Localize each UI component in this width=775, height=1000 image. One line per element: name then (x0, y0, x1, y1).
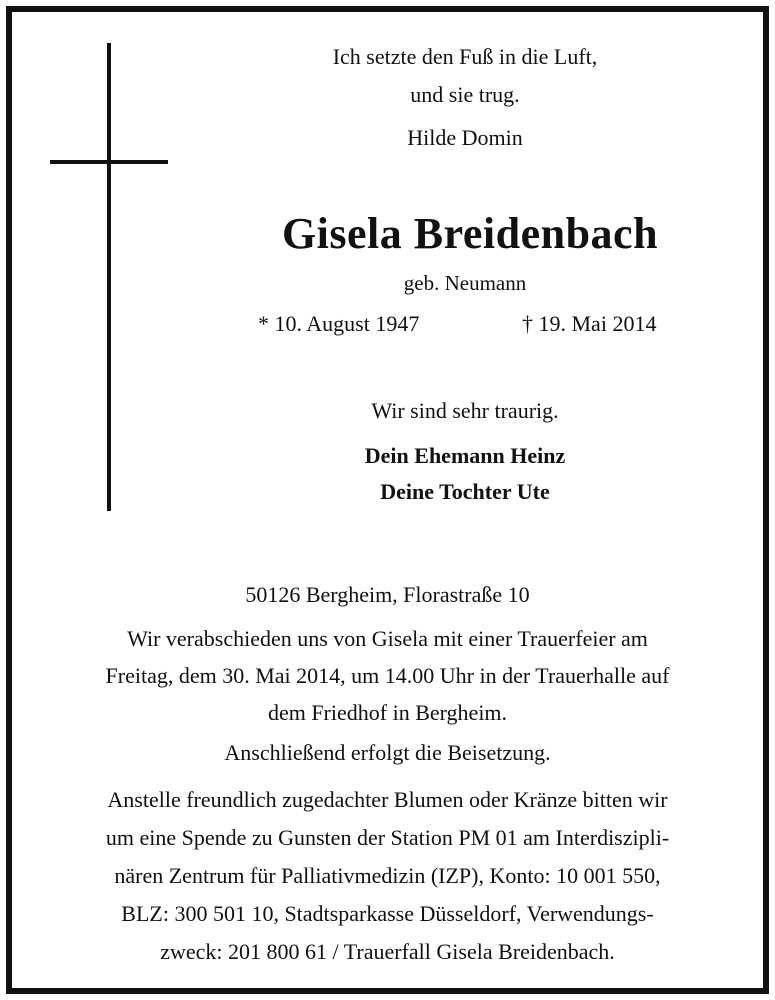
ceremony-line: dem Friedhof in Bergheim. (267, 700, 508, 725)
death-date: † 19. Mai 2014 (522, 311, 657, 336)
maiden-name: geb. Neumann (403, 271, 527, 295)
ceremony-line: Freitag, dem 30. Mai 2014, um 14.00 Uhr in der Trauerhalle auf (105, 663, 670, 688)
cross-icon-bar (50, 160, 168, 164)
donation-line: Anstelle freundlich zugedachter Blumen oder Kränze bitten wir (107, 787, 668, 812)
donation-line: zweck: 201 800 61 / Trauerfall Gisela Breidenbach. (160, 939, 615, 964)
mourner-husband: Dein Ehemann Heinz (364, 443, 566, 468)
mourner-daughter: Deine Tochter Ute (380, 479, 550, 504)
poem-line-2: und sie trug. (410, 82, 520, 107)
ceremony-line: Wir verabschieden uns von Gisela mit einer Trauerfeier am (127, 626, 648, 651)
poem-author: Hilde Domin (407, 125, 523, 150)
cross-icon (107, 43, 111, 511)
address: 50126 Bergheim, Florastraße 10 (245, 582, 530, 607)
donation-text (20, 781, 755, 971)
ceremony-text (20, 620, 755, 731)
birth-date: * 10. August 1947 (258, 311, 420, 336)
poem-line-1: Ich setzte den Fuß in die Luft, (332, 44, 598, 69)
donation-line: nären Zentrum für Palliativmedizin (IZP), Konto: 10 001 550, (114, 863, 661, 888)
donation-line: um eine Spende zu Gunsten der Station PM 01 am Interdiszipli- (105, 825, 670, 850)
deceased-name: Gisela Breidenbach (281, 209, 659, 258)
burial-note: Anschließend erfolgt die Beisetzung. (224, 740, 551, 765)
donation-line: BLZ: 300 501 10, Stadtsparkasse Düsseldorf, Verwendungs- (121, 901, 654, 926)
mourning-statement: Wir sind sehr traurig. (371, 398, 559, 423)
